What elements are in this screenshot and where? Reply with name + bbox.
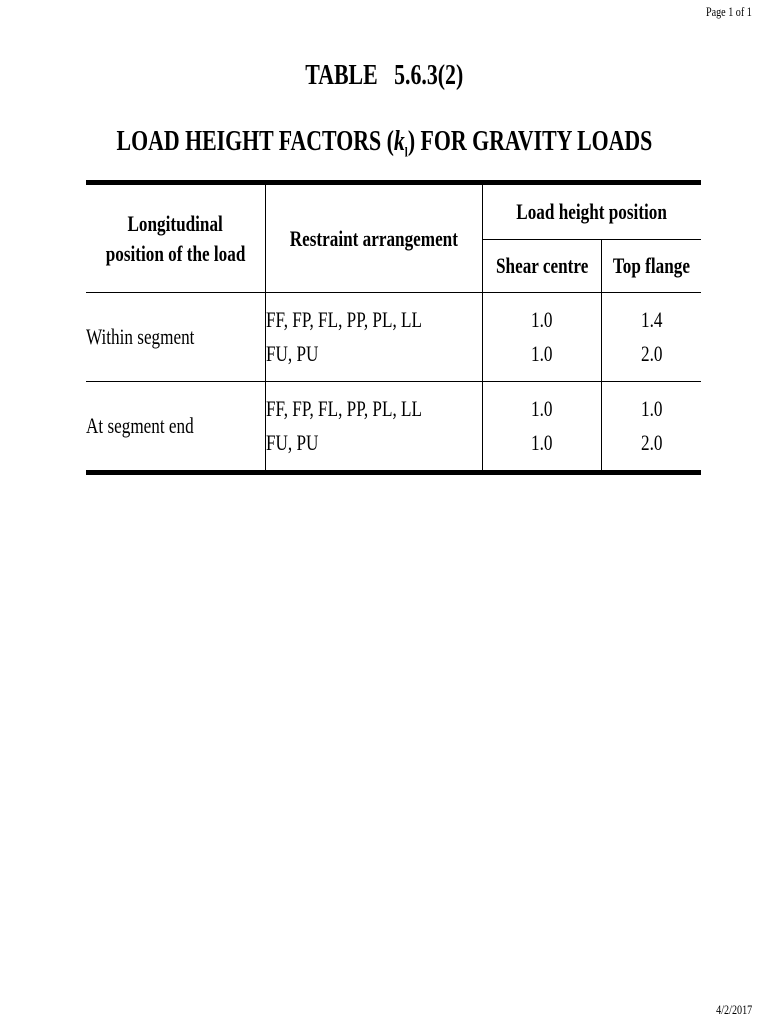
cell-position: [86, 293, 266, 382]
table-caption-title: [0, 126, 768, 162]
cell-top-flange: [602, 382, 701, 473]
factor-value: 1.0: [531, 396, 553, 421]
table-row: [86, 382, 701, 473]
cell-restraints: [266, 293, 483, 382]
caption-symbol: k: [393, 126, 405, 157]
load-height-factors-table: [86, 180, 701, 475]
caption-prefix: LOAD HEIGHT FACTORS (: [116, 126, 394, 157]
header-longitudinal-position: [86, 183, 266, 293]
restraint-text: FF, FP, FL, PP, PL, LL: [266, 396, 423, 421]
table-caption-text: [116, 126, 652, 162]
factor-value: 2.0: [640, 430, 663, 455]
cell-top-flange: [602, 293, 701, 382]
factor-value: 1.4: [640, 307, 663, 332]
restraint-text: FF, FP, FL, PP, PL, LL: [266, 307, 423, 332]
header-col2-text: Restraint arrangement: [289, 225, 459, 251]
header-top-flange: [602, 240, 701, 293]
table-row: [86, 293, 701, 382]
factor-value: 1.0: [531, 307, 553, 332]
table-number-title: [0, 60, 768, 92]
header-col3-text: Shear centre: [495, 253, 589, 278]
position-text: At segment end: [86, 413, 194, 438]
position-text: Within segment: [86, 324, 195, 349]
header-shear-centre: [482, 240, 601, 293]
factor-value: 2.0: [640, 341, 663, 366]
header-load-height-position: [482, 183, 701, 240]
page-number-label: Page 1 of 1: [706, 4, 752, 19]
cell-position: [86, 382, 266, 473]
cell-restraints: [266, 382, 483, 473]
header-row-1: [86, 183, 701, 240]
factor-value: 1.0: [640, 396, 663, 421]
header-restraint-arrangement: [266, 183, 483, 293]
print-date-label: 4/2/2017: [715, 1002, 752, 1017]
caption-suffix: ) FOR GRAVITY LOADS: [407, 126, 652, 157]
cell-shear-centre: [482, 382, 601, 473]
header-col1-line2: position of the load: [105, 240, 246, 266]
table-number-text: TABLE 5.6.3(2): [305, 60, 463, 91]
header-col1-line1: Longitudinal: [127, 210, 224, 236]
restraint-text: FU, PU: [266, 341, 319, 366]
factor-value: 1.0: [531, 430, 553, 455]
factor-value: 1.0: [531, 341, 553, 366]
cell-shear-centre: [482, 293, 601, 382]
header-col4-text: Top flange: [612, 253, 691, 278]
header-group-text: Load height position: [516, 199, 668, 224]
caption-subscript: l: [404, 145, 408, 161]
restraint-text: FU, PU: [266, 430, 319, 455]
